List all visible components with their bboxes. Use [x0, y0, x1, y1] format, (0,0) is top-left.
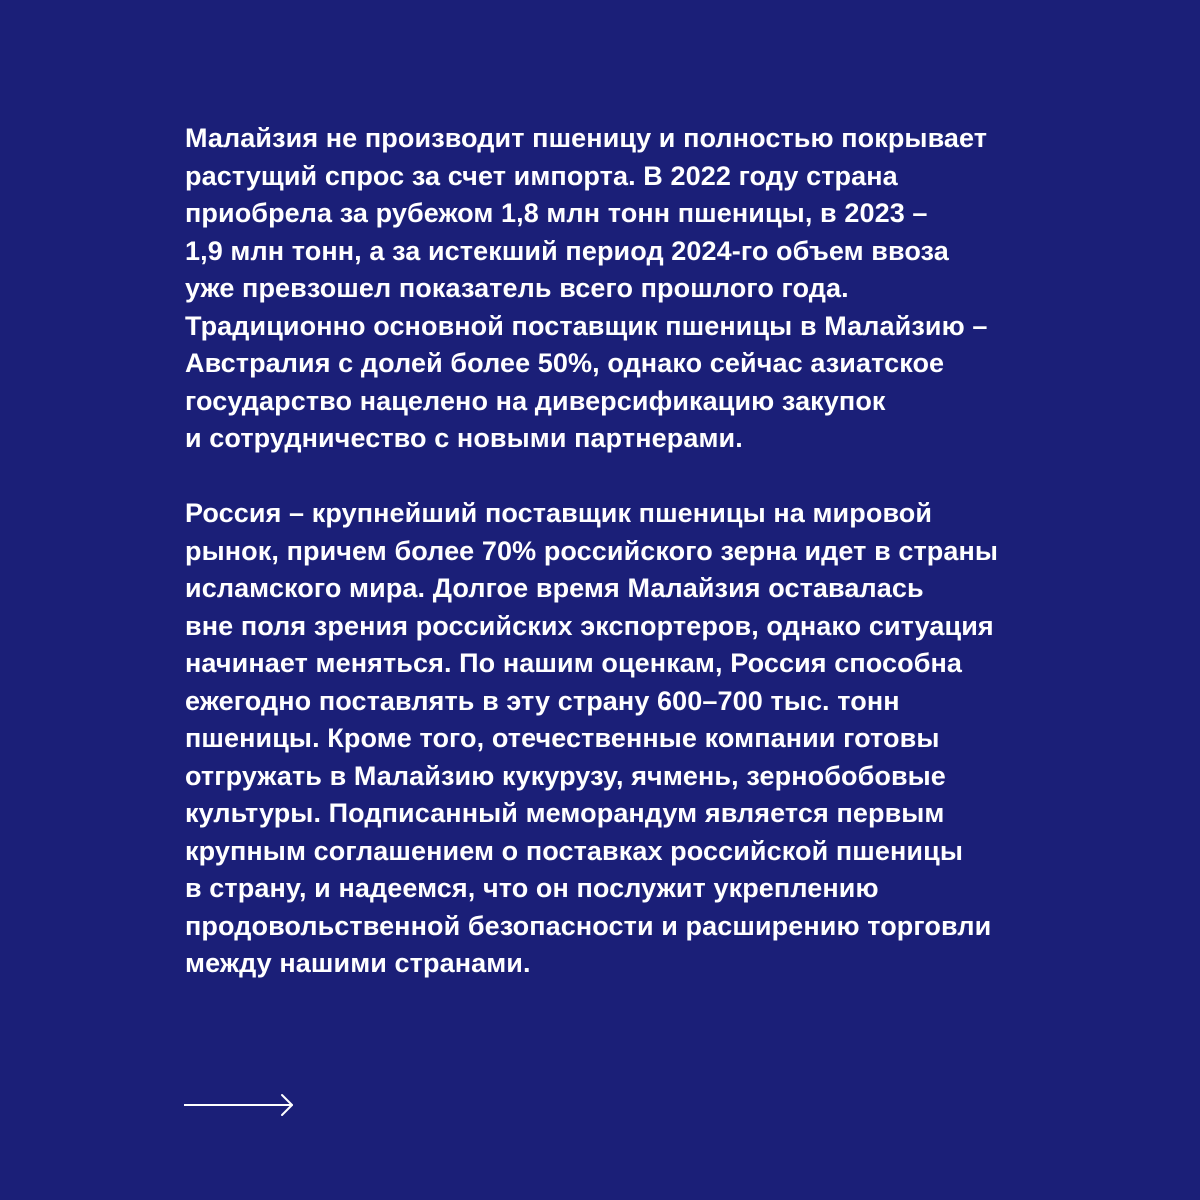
text-line: Малайзия не производит пшеницу и полностью покрывает	[185, 123, 988, 153]
text-line: 1,9 млн тонн, а за истекший период 2024-го объем ввоза	[185, 235, 949, 266]
text-line: государство нацелено на диверсификацию закупок	[185, 385, 886, 416]
text-line: между нашими странами.	[185, 948, 531, 978]
text-line: крупным соглашением о поставках российской пшеницы	[185, 835, 963, 866]
text-line: Россия – крупнейший поставщик пшеницы на мировой	[185, 498, 933, 528]
long-right-arrow-icon[interactable]	[184, 1093, 296, 1117]
text-line: продовольственной безопасности и расширению торговли	[185, 910, 992, 941]
text-line: уже превзошел показатель всего прошлого года.	[185, 273, 849, 303]
text-line: пшеницы. Кроме того, отечественные компании готовы	[185, 723, 940, 753]
text-line: отгружать в Малайзию кукурузу, ячмень, зернобобовые	[185, 760, 946, 791]
text-line: растущий спрос за счет импорта. В 2022 году страна	[185, 160, 898, 191]
paragraph-spacer	[185, 458, 1085, 496]
article-text	[185, 120, 1085, 983]
text-line: Австралия с долей более 50%, однако сейчас азиатское	[185, 348, 945, 378]
paragraph-russia-supplier	[185, 495, 1085, 983]
text-line: Традиционно основной поставщик пшеницы в Малайзию –	[185, 310, 988, 341]
text-line: вне поля зрения российских экспортеров, однако ситуация	[185, 610, 994, 641]
text-line: в страну, и надеемся, что он послужит укреплению	[185, 873, 879, 903]
paragraph-malaysia-imports	[185, 120, 1085, 458]
text-line: и сотрудничество с новыми партнерами.	[185, 423, 743, 453]
text-line: культуры. Подписанный меморандум является первым	[185, 798, 945, 828]
text-line: рынок, причем более 70% российского зерна идет в страны	[185, 535, 999, 566]
text-line: начинает меняться. По нашим оценкам, Россия способна	[185, 648, 963, 678]
text-line: ежегодно поставлять в эту страну 600–700 тыс. тонн	[185, 685, 900, 716]
text-line: приобрела за рубежом 1,8 млн тонн пшеницы, в 2023 –	[185, 198, 928, 228]
text-line: исламского мира. Долгое время Малайзия оставалась	[185, 573, 924, 603]
